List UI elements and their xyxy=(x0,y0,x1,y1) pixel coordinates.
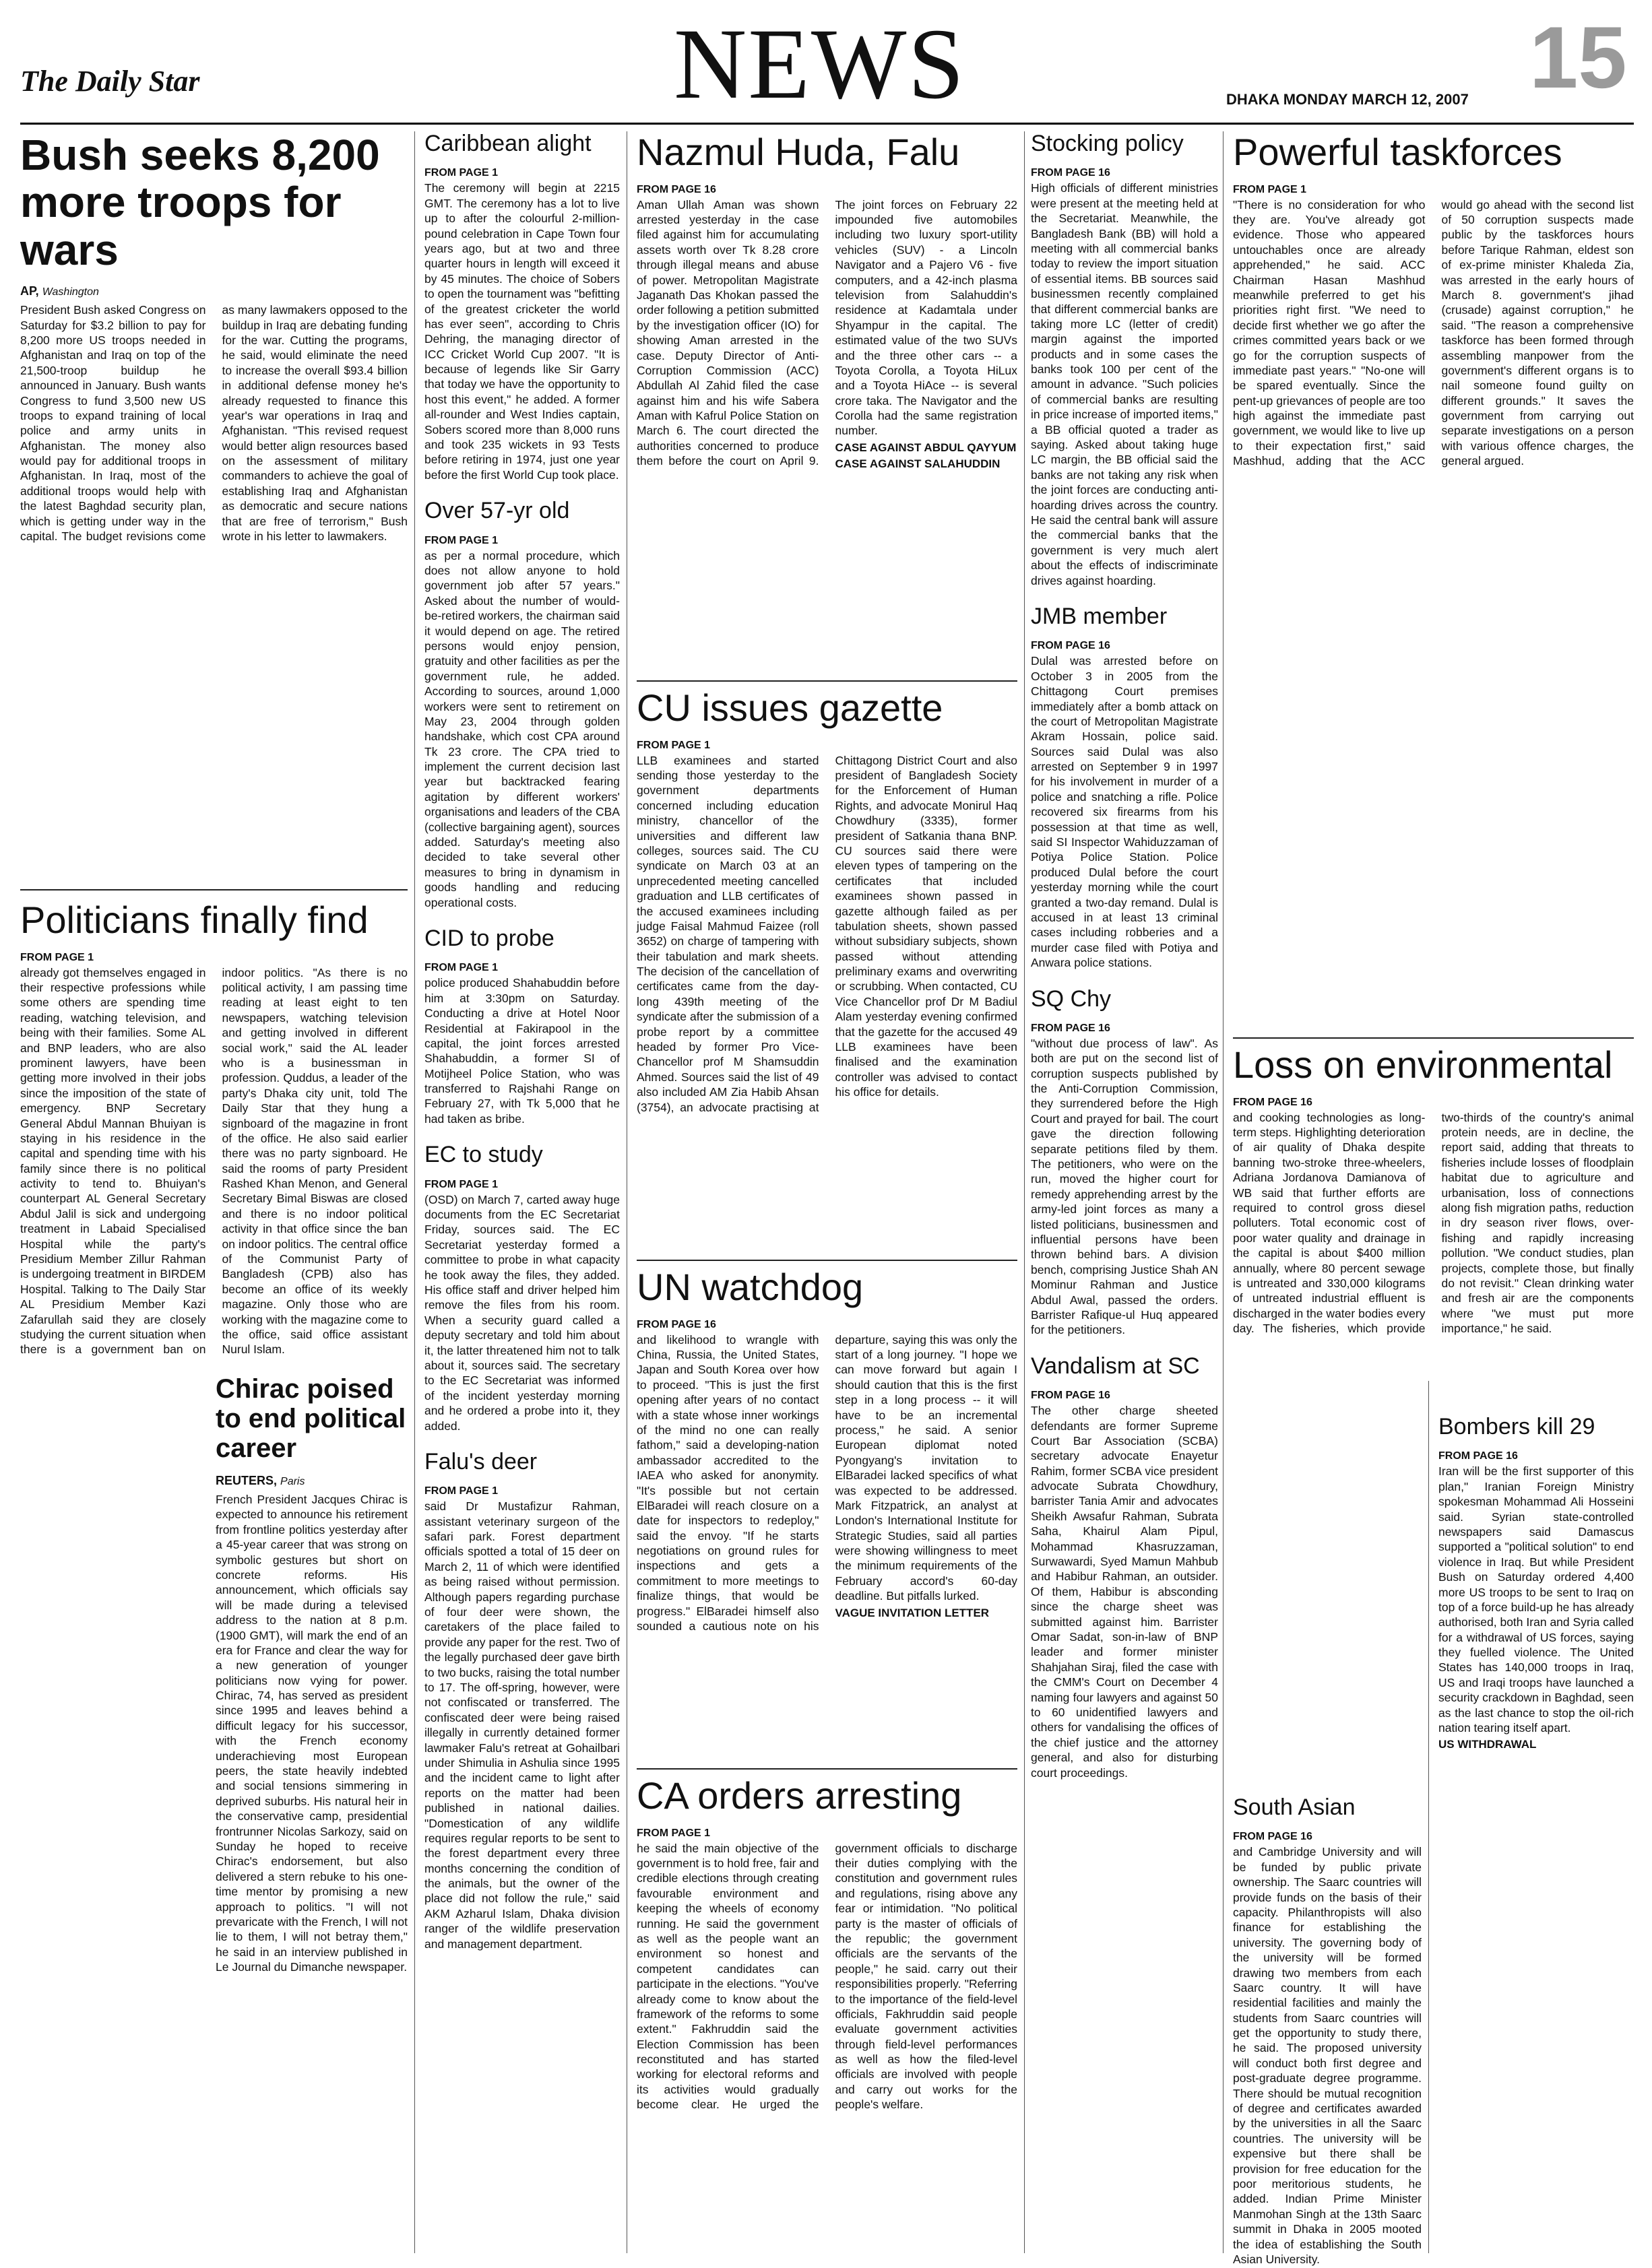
column-right-briefs xyxy=(1031,131,1218,2253)
article-un xyxy=(637,1266,1017,1765)
paper-logo: The Daily Star xyxy=(20,65,200,98)
article-body: and likelihood to wrangle with China, Russia, the United States, Japan and South Korea over how to proceed. "This is just the first opening after years of no contact with a state whose inner workings of the mind no one can really fathom," said a developing-nation ambassador accredited to the IAEA who asked for anonymity. "It's possible but not certain ElBaradei will reach closure on a date for inspectors to redeploy," said the envoy. "If he starts negotiations on ground rules for inspections and gets a commitment to more meetings to finalize things, that would be progress." ElBaradei himself also sounded a cautious note on his departure, saying this was only the start of a long journey. "I hope we can move forward but again I should caution that this is the first step in a long process -- it will have to be an incremental process," he said. A senior European diplomat noted Pyongyang's invitation to ElBaradei lacked specifics of what was expected to be addressed. Mark Fitzpatrick, an analyst at London's International Institute for Strategic Studies, said all parties were showing willingness to meet the minimum requirements of the February accord's 60-day deadline. But pitfalls lurked. xyxy=(637,1332,1017,1633)
article-body: and Cambridge University and will be funded by public private ownership. The Saarc countries will provide funds on the basis of their capacity. Philanthropists will also finance for establishing the university. The governing body of the university will be formed drawing two members from each Saarc country. It will have residential facilities and mainly the students from Saarc countries will get the opportunity to study there, he said. The proposed university will conduct both first degree and post-graduate degree programme. There should be mutual recognition of degree and certificates awarded by the universities in all the Saarc countries. The university will be expensive but there shall be provision for free education for the poor meritorious students, he added. Indian Prime Minister Manmohan Singh at the 13th Saarc summit in Dhaka in 2005 mooted the idea of establishing the South Asian University. xyxy=(1233,1845,1422,2266)
article-body: "There is no consideration for who they are. You've already got evidence. Those who appeared untouchables once are already apprehended," he said. ACC Chairman Hasan Mashhud meanwhile preferred to get his priorities right first. "We need to decide first whether we go after the crimes committed years back or we go for the corruption suspects of immediate past years." "No-one will be spared eventually. Since the pent-up grievances of people are too high against the immediate past government, we would like to live up to their expectation first," said Mashhud, adding that the ACC would go ahead with the second list of 50 corruption suspects made public by the taskforces hours before Tarique Rahman, eldest son of ex-prime minister Khaleda Zia, was arrested in the early hours of March 8. government's jihad (crusade) against corruption," he said. "The reason a comprehensive taskforce has been formed through assembling manpower from the government's different organs is to nail someone found guilty on different grounds." It saves the government from carrying out separate investigations on a person with various offence charges, the general argued. xyxy=(1233,197,1634,468)
continuation-label: FROM PAGE 16 xyxy=(1233,1096,1312,1108)
headline: Bush seeks 8,200 more troops for wars xyxy=(20,131,380,274)
continuation-label: FROM PAGE 16 xyxy=(1031,640,1110,652)
continuation-label: FROM PAGE 1 xyxy=(424,1485,499,1497)
dateline: Washington xyxy=(42,286,99,298)
article-jmb xyxy=(1031,604,1218,971)
article-body: LLB examinees and started sending those yesterday to the government departments concerned including education ministry, chancellor of the universities and different law colleges, sources said. The CU syndicate on March 03 at an unprecedented meeting cancelled graduation and LLB certificates of the accused examinees including judge Faisal Mahmud Faizee (roll 3652) on charge of tampering with their tabulation and mark sheets. The decision of the cancellation of certificates came from the day-long 439th meeting of the syndicate after the submission of a probe report by a committee headed by former Pro Vice-Chancellor prof M Shamsuddin Ahmed. Sources said the list of 49 also included AM Zia Habib Ahsan (3754), an advocate practising at Chittagong District Court and also president of Bangladesh Society for the Enforcement of Human Rights, and advocate Monirul Haq Chowdhury (3335), former president of Satkania thana BNP. CU sources said there were eleven types of tampering on the certificates that included examinees shown passed in gazette although failed as per tabulation sheets, shown passed without subsidiary subjects, shown passed without attending preliminary exams and overwriting or scrubbing. When contacted, CU Vice Chancellor prof Dr M Badiul Alam yesterday evening confirmed that the gazette for the accused 49 LLB examinees have been finalised and the examination controller was advised to contact his office for details. xyxy=(637,753,1017,1114)
section-rule xyxy=(637,1260,1017,1261)
article-south-asian xyxy=(1233,1794,1422,2266)
continuation-label: FROM PAGE 16 xyxy=(637,1318,716,1330)
article-columns xyxy=(637,1332,1017,1634)
continuation-label: FROM PAGE 1 xyxy=(20,951,94,963)
article-sq xyxy=(1031,987,1218,1338)
article-body: as per a normal procedure, which does not allow anyone to hold government job after 57 years." Asked about the number of would-be-retired workers, the chairman said it would depend on age. The retired persons would enjoy pension, gratuity and other facilities as per the government rule, he added. According to sources, around 1,000 workers were sent to retirement on May 23, 2004 through golden handshake, which cost CPA around Tk 23 crore. The CPA tried to implement the current decision last year but backtracked fearing agitation by different workers' organisations and leaders of the CBA (collective bargaining agent), sources added. Saturday's meeting also decided to take several other measures to bring in dynamism in goods handling and reducing operational costs. xyxy=(424,548,620,909)
column-divider xyxy=(1428,1381,1429,2253)
headline: Stocking policy xyxy=(1031,131,1184,156)
article-ec xyxy=(424,1142,620,1433)
headline: Politicians finally find xyxy=(20,899,369,941)
byline xyxy=(20,284,408,298)
headline: UN watchdog xyxy=(637,1266,864,1308)
headline: Powerful taskforces xyxy=(1233,131,1562,173)
article-vandalism xyxy=(1031,1354,1218,1780)
section-rule xyxy=(637,1768,1017,1770)
subhead: US WITHDRAWAL xyxy=(1438,1738,1537,1751)
article-body: already got themselves engaged in their respective professions while some others are spending time reading, watching television, and being with their families. Some AL and BNP leaders, who are also prominent lawyers, have been getting more involved in their jobs since the imposition of the state of emergency. BNP Secretary General Abdul Mannan Bhuiyan is staying in his residence in the capital and spending time with his family since there is no political activity to tend to. Bhuiyan's counterpart AL General Secretary Abdul Jalil is sick and undergoing treatment in Labaid Specialised Hospital while the party's Presidium Member Zillur Rahman is undergoing treatment in BIRDEM Hospital. Talking to The Daily Star AL Presidium Member Kazi Zafarullah said they are closely studying the current situation when there is a government ban on indoor politics. "As there is no political activity, I am passing time reading at least eight to ten newspapers, watching television and getting involved in different social work," said the AL leader who is a businessman in profession. Quddus, a leader of the party's Dhaka city unit, told The Daily Star that they hung a signboard of the magazine in front of the office. He also said earlier there was no party signboard. He said the rooms of party President Rashed Khan Menon, and General Secretary Bimal Biswas are closed and there is no indoor political activity in that office since the ban on indoor politics. The central office of the Communist Party of Bangladesh (CPB) also has become an office of its weekly magazine. Only those who are working with the magazine come to the office, said office assistant Nurul Islam. xyxy=(20,965,408,1357)
article-body: French President Jacques Chirac is expected to announce his retirement from frontline politics yesterday after a 45-year career that was strong on symbolic gestures but short on concrete reforms. His announcement, which officials say will be made during a televised address to the nation at 8 p.m. (1900 GMT), will mark the end of an era for France and clear the way for a new generation of younger politicians now vying for power. Chirac, 74, has served as president since 1995 and leaves behind a difficult legacy for his successor, with the French economy underachieving most European peers, the state heavily indebted and social tensions simmering in deprived suburbs. His natural heir in the conservative camp, presidential frontrunner Nicolas Sarkozy, said on Sunday he hoped to receive Chirac's endorsement, but also delivered a stern rebuke to his one-time mentor by promising a new approach to politics. "I will not prevaricate with the French, I will not lie to them, I will not betray them," he said in an interview published in Le Journal du Dimanche newspaper. xyxy=(216,1493,408,1974)
headline: CU issues gazette xyxy=(637,686,943,729)
article-bush xyxy=(20,131,408,886)
article-body: he said the main objective of the government is to hold free, fair and credible elections through creating favourable environment and keeping the wheels of economy running. He said the government as well as the people want an environment so honest and competent candidates can participate in the elections. "You've already come to know about the framework of the reforms to some extent." Fakhruddin said the Election Commission has been reconstituted and has started working for electoral reforms and its activities would gradually become clear. He urged the government officials to discharge their duties complying with the constitution and government rules and regulations, rising above any fear or intimidation. "No political party is the master of officials of the republic; the government officials are the servants of the people," he said. carry out their responsibilities properly. "Referring to the importance of the field-level officials, Fakhruddin said people evaluate government activities through field-level performances as well as how the filed-level officials are involved with people and carry out works for the people's welfare. xyxy=(637,1841,1017,2112)
headline: CA orders arresting xyxy=(637,1774,962,1817)
column-briefs xyxy=(424,131,620,2253)
headline: EC to study xyxy=(424,1142,543,1168)
article-chirac xyxy=(216,1374,408,2250)
headline: Nazmul Huda, Falu xyxy=(637,131,960,173)
agency: REUTERS, xyxy=(216,1474,278,1487)
agency: AP, xyxy=(20,284,39,298)
article-body: The ceremony will begin at 2215 GMT. The ceremony has a lot to live up to after the colourful 2-million-pound celebration in Cape Town four years ago, but at two and three quarter hours in length will exceed it by 45 minutes. The choice of Sobers to open the tournament was "befitting of the greatest cricketer the world has ever seen", according to Chris Dehring, the managing director of ICC Cricket World Cup 2007. "It is because of legends like Sir Garry that today we have the opportunity to host this event," he added. A former all-rounder and West Indies captain, Sobers scored more than 8,000 runs and took 235 wickets in 93 Tests before retiring in 1974, just one year before the first World Cup took place. xyxy=(424,181,620,482)
article-huda xyxy=(637,131,1017,677)
section-rule xyxy=(637,680,1017,682)
headline: Caribbean alight xyxy=(424,131,592,156)
headline: South Asian xyxy=(1233,1794,1356,1820)
byline xyxy=(216,1474,408,1488)
column-divider xyxy=(1223,131,1224,2253)
article-environmental xyxy=(1233,1044,1634,1374)
article-cu xyxy=(637,687,1017,1256)
article-falu-deer xyxy=(424,1450,620,1951)
headline: Falu's deer xyxy=(424,1448,538,1475)
dateline: Paris xyxy=(280,1476,305,1487)
continuation-label: FROM PAGE 1 xyxy=(637,739,711,751)
article-bombers xyxy=(1438,1415,1634,2253)
article-ca xyxy=(637,1775,1017,2253)
article-taskforces xyxy=(1233,131,1634,1034)
column-divider xyxy=(1024,131,1025,2253)
article-body: (OSD) on March 7, carted away huge documents from the EC Secretariat Friday, sources said. The EC Secretariat yesterday formed a committee to probe in what capacity he took away the files, they added. His office staff and driver helped him remove the files from his room. When a security guard called a deputy secretary and told him about it, the latter threatened him not to talk about it, sources said. The secretary to the EC Secretariat was informed of the incident yesterday morning and he ordered a probe into it, they added. xyxy=(424,1192,620,1433)
article-body: said Dr Mustafizur Rahman, assistant veterinary surgeon of the safari park. Forest department officials spotted a total of 15 deer on March 2, 11 of which were identified as being raised without permission. Although papers regarding purchase of four deer were shown, the caretakers of the place failed to provide any paper for the rest. Two of the legally purchased deer gave birth to two bucks, raising the total number to 17. The off-spring, however, were not confiscated or transferred. The confiscated deer were being raised illegally in currently detained former lawmaker Falu's retreat at Gohailbari under Shimulia in Ashulia since 1995 and the incident came to light after reports on the matter had been published in national dailies. "Domestication of any wildlife requires regular reports to be sent to the forest department every three months concerning the condition of the animals, but the owner of the place did not follow the rule," said AKM Azharul Islam, Dhaka division ranger of the wildlife preservation and management department. xyxy=(424,1499,620,1951)
article-columns xyxy=(637,197,1017,471)
article-body: Aman Ullah Aman was shown arrested yesterday in the case filed against him for accumulating assets worth over Tk 8.28 crore through illegal means and abuse of power. Metropolitan Magistrate Jaganath Das Khokan passed the order following a petition submitted by the investigation officer (IO) for showing Aman arrested in the case. Deputy Director of Anti-Corruption Commission (ACC) Abdullah Al Zahid filed the case against him and his wife Sabera Aman with Kafrul Police Station on March 6. The court directed the authorities concerned to produce them before the court on April 9. The joint forces on February 22 impounded five automobiles including two luxury sport-utility vehicles (SUV) - a Lincoln Navigator and a Pajero V6 - five computers, and a 42-inch plasma television from Salahuddin's residence at Kadamtala under Shyampur in the capital. The estimated value of the two SUVs and the three other cars -- a Toyota Corolla, a Toyota HiLux and a Toyota HiAce -- is several crore taka. The Navigator and the Corolla had the same registration number. xyxy=(637,197,1017,468)
continuation-label: FROM PAGE 16 xyxy=(1233,1831,1312,1843)
headline: Chirac poised to end political career xyxy=(216,1374,406,1463)
continuation-label: FROM PAGE 16 xyxy=(637,183,716,195)
section-title: NEWS xyxy=(674,8,965,120)
continuation-label: FROM PAGE 16 xyxy=(1031,167,1110,179)
subhead: CASE AGAINST ABDUL QAYYUM xyxy=(835,441,1017,454)
headline: SQ Chy xyxy=(1031,985,1112,1012)
article-body: and cooking technologies as long-term steps. Highlighting deterioration of air quality of Dhaka despite banning two-stroke three-wheelers, Adriana Jordanova Damianova of WB said that further efforts are required to control gross diesel polluters. Total economic cost of poor water quality and drainage in the capital is about $400 million annually, where 80 percent sewage is untreated and 330,000 kilograms of untreated industrial effluent is discharged in the water bodies every day. The fisheries, which provide two-thirds of the country's animal protein needs, are in decline, the report said, adding that threats to fisheries include losses of floodplain habitat due to agriculture and urbanisation, loss of connections along fish migration paths, reduction in dry season river flows, over-fishing and rapidly increasing pollution. "We conduct studies, plan projects, complete those, but finally do not revisit." Clean drinking water and fresh air are the components where "we must put more importance," he said. xyxy=(1233,1110,1634,1336)
headline: Loss on environmental xyxy=(1233,1043,1613,1086)
issue-date: DHAKA MONDAY MARCH 12, 2007 xyxy=(1226,91,1469,108)
continuation-label: FROM PAGE 16 xyxy=(1438,1450,1518,1462)
article-body: The other charge sheeted defendants are former Supreme Court Bar Association (SCBA) secretary advocate Enayetur Rahim, former SCBA vice president advocate Subrata Chowdhury, barrister Tania Amir and advocates Sheikh Awsafur Rahman, Subrata Saha, Khairul Alam Pipul, Mohammad Khasruzzaman, Surwawardi, Syed Mamun Mahbub and Habibur Rahman, an outsider. Of them, Habibur is absconding since the charge sheet was submitted against him. Barrister Omar Sadat, son-in-law of BNP leader and former minister Shahjahan Siraj, filed the case with the CMM's Court on December 4 naming four lawyers and against 50 to 60 unidentified lawyers and others for vandalising the offices of the chief justice and the attorney general, and also for disturbing court proceedings. xyxy=(1031,1404,1218,1780)
headline: Over 57-yr old xyxy=(424,498,570,524)
article-body: Dulal was arrested before on October 3 in 2005 from the Chittagong Court premises immediately after a bomb attack on the court of Metropolitan Magistrate Akram Hossain, police said. Sources said Dulal was also arrested on September 9 in 1997 for his involvement in murder of a police and snatching a rifle. Police recovered six firearms from his possession at that time as well, said SI Inspector Wahiduzzaman of Potiya Police Station. Police produced Dulal before the court yesterday morning while the court granted a two-day remand. Dulal is accused in at least 13 criminal cases including robberies and a murder case filed with Potiya and Anwara police stations. xyxy=(1031,654,1218,970)
article-stocking xyxy=(1031,131,1218,588)
headline: CID to probe xyxy=(424,925,554,951)
article-caribbean xyxy=(424,131,620,482)
article-body: police produced Shahabuddin before him at 3:30pm on Saturday. Conducting a drive at Hotel Noor Residential at Fakirapool in the capital, the joint forces arrested Shahabuddin, a former SI of Motijheel Police Station, who was transferred to Rajshahi Range on February 27, with Tk 5,000 that he had taken as bribe. xyxy=(424,976,620,1126)
continuation-label: FROM PAGE 16 xyxy=(1031,1390,1110,1402)
continuation-label: FROM PAGE 1 xyxy=(424,167,499,179)
page-number: 15 xyxy=(1529,8,1627,106)
masthead-rule xyxy=(20,123,1634,125)
section-rule xyxy=(1233,1037,1634,1039)
continuation-label: FROM PAGE 1 xyxy=(637,1827,711,1839)
section-rule xyxy=(20,889,408,890)
subhead: VAGUE INVITATION LETTER xyxy=(835,1606,990,1619)
article-over57 xyxy=(424,498,620,910)
article-body: "without due process of law". As both are put on the second list of corruption suspects published by the Anti-Corruption Commission, they surrendered before the High Court and prayed for bail. The court gave the direction following separate petitions filed by them. The petitioners, who were on the run, moved the higher court for remedy apprehending arrest by the army-led joint forces as many a listed politicians, businessmen and influential persons have been thrown behind bars. A division bench, comprising Justice Shah AN Mominur Rahman and Justice Abdul Awal, passed the orders. Barrister Rafique-ul Huq appeared for the petitioners. xyxy=(1031,1036,1218,1337)
continuation-label: FROM PAGE 1 xyxy=(1233,183,1307,195)
article-body: President Bush asked Congress on Saturday for $3.2 billion to pay for 8,200 more US troops needed in Afghanistan and Iraq on top of the 21,500-troop buildup he announced in January. Bush wants Congress to fund 3,500 new US troops to expand training of local police and army units in Afghanistan. The money also would pay for additional troops in Afghanistan. In Iraq, most of the additional troops would help with the latest Baghdad security plan, which is getting under way in the capital. The budget revisions come as many lawmakers opposed to the buildup in Iraq are debating funding for the war. Cutting the programs, he said, would eliminate the need to increase the overall $93.4 billion in additional defense money he's already requested to finance this year's war operations in Iraq and Afghanistan. "This revised request would better align resources based on the assessment of military commanders to achieve the goal of establishing Iraq and Afghanistan as democratic and secure nations that are free of terrorism," Bush wrote in his letter to lawmakers. xyxy=(20,303,408,544)
continuation-label: FROM PAGE 16 xyxy=(1031,1022,1110,1034)
headline: Vandalism at SC xyxy=(1031,1353,1200,1379)
continuation-label: FROM PAGE 1 xyxy=(424,962,499,974)
column-divider xyxy=(414,131,415,2253)
headline: JMB member xyxy=(1031,603,1168,629)
subhead: CASE AGAINST SALAHUDDIN xyxy=(835,457,1000,470)
article-body: High officials of different ministries were present at the meeting held at the Secretariat. Meanwhile, the Bangladesh Bank (BB) will hold a meeting with all commercial banks today to review the import situation of essential items. BB sources said businessmen recently complained that different commercial banks are taking more LC (letter of credit) margin against the imported products and in some cases the banks took 100 per cent of the amount in advance. "Such policies of commercial banks are resulting in price increase of imported items," a BB official quoted a trader as saying. Asked about taking huge LC margin, the BB official said the banks are not taking any risk when the joint forces are conducting anti-hoarding drives across the country. He said the central bank will assure the commercial banks that the government is very much alert about the effects of indiscriminate drives against hoarding. xyxy=(1031,181,1218,587)
continuation-label: FROM PAGE 1 xyxy=(424,1178,499,1190)
continuation-label: FROM PAGE 1 xyxy=(424,534,499,546)
article-body: Iran will be the first supporter of this plan," Iranian Foreign Ministry spokesman Mohammad Ali Hosseini said. Syrian state-controlled newspapers said Damascus supported a "political solution" to end violence in Iraq. But while President Bush on Saturday ordered 4,400 more US troops to be sent to Iraq on top of a force build-up he has already authorised, both Iran and Syria called for a withdrawal of US forces, saying they fuelled violence. The United States has 140,000 troops in Iraq, US and Iraqi troops have launched a security crackdown in Baghdad, seen as the last chance to stop the oil-rich nation tearing itself apart. xyxy=(1438,1464,1634,1735)
article-cid xyxy=(424,926,620,1126)
headline: Bombers kill 29 xyxy=(1438,1414,1595,1439)
